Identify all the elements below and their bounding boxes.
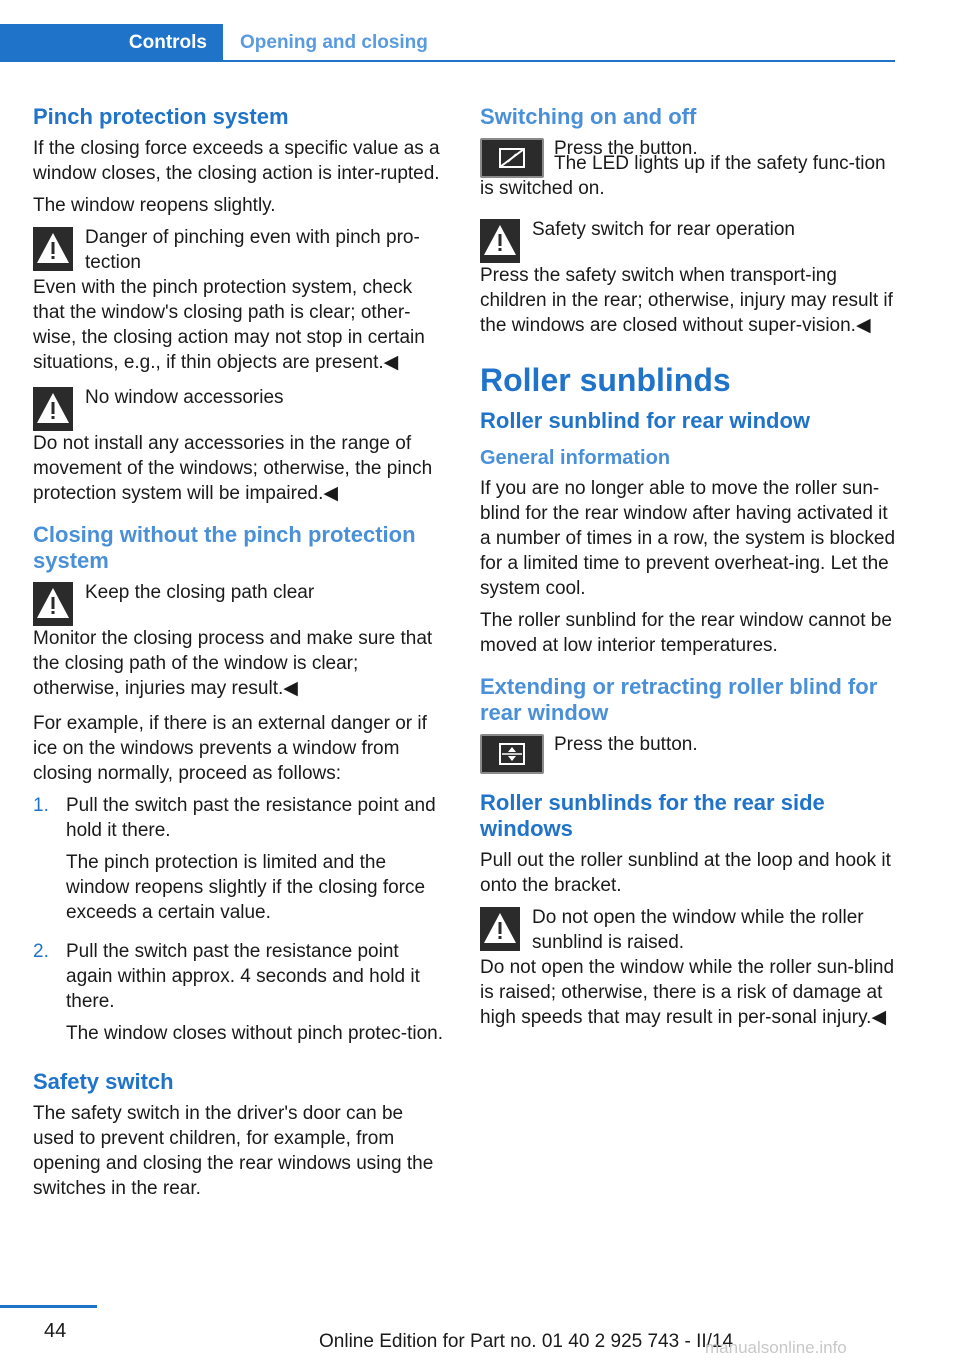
safety-switch-paragraph: The safety switch in the driver's door can be used to prevent children, for example, from opening and closing the rear windows using the switches in the rear. (33, 1103, 434, 1199)
right-column (480, 104, 895, 1040)
general-information-heading: General information (480, 447, 671, 469)
warning-heading: Safety switch for rear operation (532, 219, 795, 240)
warning-triangle-icon (33, 387, 73, 431)
page-number: 44 (44, 1320, 67, 1342)
warning-body: Do not open the window while the roller sun‐blind is raised; otherwise, there is a risk of damage at high speeds that may result in per‐sonal injury.◀ (480, 957, 895, 1028)
safety-switch-heading: Safety switch (33, 1069, 174, 1094)
press-button-text: Press the button. (554, 734, 698, 755)
pinch-protection-heading: Pinch protection system (33, 104, 289, 129)
tab-opening-and-closing: Opening and closing (240, 32, 428, 53)
edition-text: Online Edition for Part no. 01 40 2 925 743 - II/14 (319, 1331, 734, 1352)
warning-accessories (33, 385, 448, 506)
closing-without-protection-heading: Closing without the pinch protection system (33, 522, 416, 573)
rear-side-sunblinds-heading: Roller sunblinds for the rear side windows (480, 790, 825, 841)
side-paragraph: Pull out the roller sunblind at the loop and hook it onto the bracket. (480, 850, 891, 896)
warning-window-sunblind (480, 905, 895, 1030)
rear-window-sunblind-heading: Roller sunblind for rear window (480, 408, 811, 433)
warning-body: Even with the pinch protection system, check that the window's closing path is clear; other‐wise, the closing action may not stop in certain situations, e.g., if thin objects are present.◀ (33, 277, 425, 373)
step-result: The pinch protection is limited and the window reopens slightly if the closing force exceeds a certain value. (66, 852, 426, 923)
warning-body: Monitor the closing process and make sure that the closing path of the window is clear; otherwise, injuries may result.◀ (33, 628, 433, 699)
warning-triangle-icon (480, 219, 520, 263)
general-paragraph-2: The roller sunblind for the rear window cannot be moved at low interior temperatures. (480, 610, 892, 656)
warning-body: Do not install any accessories in the range of movement of the windows; otherwise, the pinch protection system will be impaired.◀ (33, 433, 433, 504)
warning-heading: Keep the closing path clear (85, 582, 315, 603)
step-text: Pull the switch past the resistance point and hold it there. (66, 795, 436, 841)
warning-triangle-icon (33, 582, 73, 626)
warning-pinching (33, 225, 448, 375)
step-result: The window closes without pinch protec‐tion. (66, 1023, 444, 1044)
steps-list (33, 793, 448, 1053)
list-item (33, 793, 448, 932)
footer-rule (0, 1305, 97, 1308)
left-column (33, 104, 448, 1208)
step-number: 1. (33, 795, 49, 816)
sunblind-button-instruction (480, 732, 895, 774)
window-lock-button-icon (480, 138, 544, 178)
step-number: 2. (33, 941, 49, 962)
step-text: Pull the switch past the resistance point again within approx. 4 seconds and hold it there. (66, 941, 420, 1012)
warning-closing-path (33, 580, 448, 701)
tab-controls (0, 24, 223, 62)
tab-controls-label: Controls (128, 32, 207, 53)
warning-heading: Danger of pinching even with pinch pro‐tection (85, 227, 420, 273)
warning-heading: No window accessories (85, 387, 284, 408)
extending-retracting-heading: Extending or retracting roller blind for rear window (480, 674, 878, 725)
warning-heading: Do not open the window while the roller sunblind is raised. (532, 907, 864, 953)
header-rule (0, 60, 895, 62)
sunblind-button-icon (480, 734, 544, 774)
warning-rear-operation (480, 217, 895, 338)
switching-on-off-heading: Switching on and off (480, 104, 697, 129)
list-item (33, 939, 448, 1053)
press-button-text: Press the button. (554, 138, 698, 159)
led-text: The LED lights up if the safety func‐tion is switched on. (480, 153, 886, 199)
pinch-paragraph-1: If the closing force exceeds a specific value as a window closes, the closing action is inter‐rupted. (33, 138, 440, 184)
watermark: manualsonline.info (705, 1338, 847, 1357)
warning-triangle-icon (480, 907, 520, 951)
example-paragraph: For example, if there is an external danger or if ice on the windows prevents a window from closing normally, proceed as follows: (33, 713, 427, 784)
page-header (0, 24, 895, 62)
general-paragraph-1: If you are no longer able to move the roller sun‐blind for the rear window after having activated it a number of times in a row, the system is blocked for a limited time to prevent overheat‐ing. Let the system cool. (480, 478, 896, 599)
warning-triangle-icon (33, 227, 73, 271)
pinch-paragraph-2: The window reopens slightly. (33, 195, 276, 216)
warning-body: Press the safety switch when transport‐ing children in the rear; otherwise, injury may result if the windows are closed without super‐vision.◀ (480, 265, 893, 336)
roller-sunblinds-heading: Roller sunblinds (480, 362, 731, 398)
